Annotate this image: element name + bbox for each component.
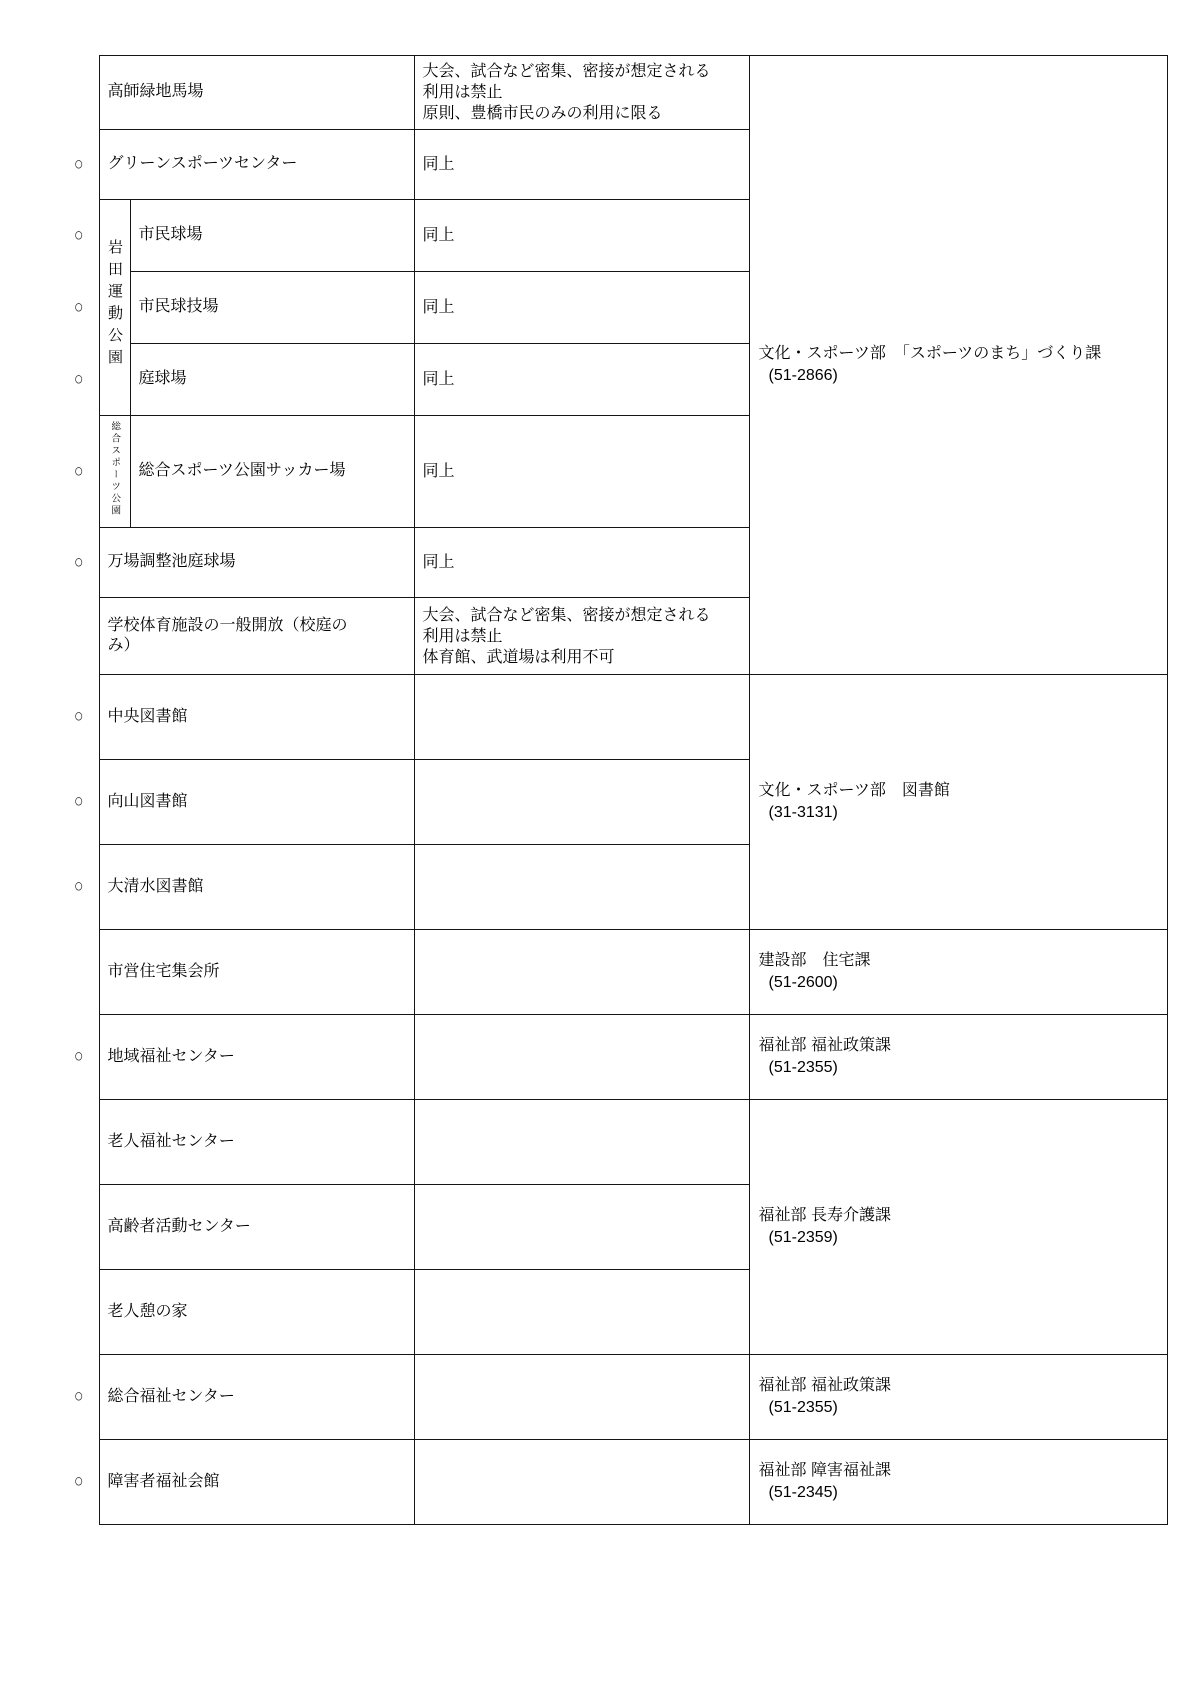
facility-name: 地域福祉センター (107, 1047, 235, 1065)
department-name: 建設部 住宅課 (758, 952, 871, 970)
department-name: 福祉部 福祉政策課 (758, 1377, 891, 1395)
facility-name: 老人憩の家 (107, 1302, 188, 1320)
table-row (59, 930, 1167, 1015)
department-phone: (51-2355) (768, 1399, 838, 1417)
marker-circle: ○ (74, 791, 84, 813)
department-name: 文化・スポーツ部 図書館 (758, 782, 950, 800)
facility-name-cell (99, 930, 414, 1015)
marker-cell (59, 1015, 99, 1100)
note-line: 同上 (422, 463, 455, 481)
facility-name-cell (130, 272, 414, 344)
facility-name-cell (99, 1355, 414, 1440)
note-cell (414, 200, 749, 272)
marker-cell (59, 130, 99, 200)
facility-name-cell (99, 1440, 414, 1525)
facility-name: 向山図書館 (107, 792, 188, 810)
facility-table (59, 55, 1168, 1525)
marker-circle: ○ (74, 706, 84, 728)
marker-circle: ○ (74, 368, 84, 390)
group-label: 総合スポーツ公園 (109, 421, 121, 518)
department-phone: (51-2355) (768, 1059, 838, 1077)
note-cell (414, 845, 749, 930)
facility-name: 中央図書館 (107, 707, 188, 725)
table-row (59, 675, 1167, 760)
note-line: 大会、試合など密集、密接が想定される (422, 63, 711, 80)
facility-name-cell (99, 528, 414, 598)
facility-name: 庭球場 (138, 370, 187, 388)
note-cell (414, 56, 749, 130)
facility-name: 市営住宅集会所 (107, 962, 220, 980)
facility-name-cell (99, 1270, 414, 1355)
facility-name-cell (130, 344, 414, 416)
marker-cell (59, 1185, 99, 1270)
facility-name-cell (99, 1015, 414, 1100)
marker-cell (59, 930, 99, 1015)
note-cell (414, 272, 749, 344)
note-cell (414, 1100, 749, 1185)
department-name: 福祉部 障害福祉課 (758, 1462, 891, 1480)
note-cell (414, 1440, 749, 1525)
marker-cell (59, 272, 99, 344)
department-phone: (51-2345) (768, 1484, 838, 1502)
marker-circle: ○ (74, 224, 84, 246)
marker-cell (59, 675, 99, 760)
note-line: 同上 (422, 227, 455, 245)
department-cell (749, 1015, 1167, 1100)
facility-name: 万場調整池庭球場 (107, 553, 236, 571)
facility-name: 市民球技場 (138, 298, 219, 316)
facility-name: 総合福祉センター (107, 1387, 235, 1405)
note-cell (414, 344, 749, 416)
facility-name-cell (99, 760, 414, 845)
marker-cell (59, 416, 99, 528)
marker-circle: ○ (74, 876, 84, 898)
marker-cell (59, 845, 99, 930)
table-row (59, 1440, 1167, 1525)
marker-cell (59, 56, 99, 130)
note-cell (414, 130, 749, 200)
table-row (59, 1100, 1167, 1185)
marker-cell (59, 1355, 99, 1440)
note-cell (414, 1185, 749, 1270)
marker-cell (59, 1440, 99, 1525)
note-line: 同上 (422, 554, 455, 572)
facility-name: 高師緑地馬場 (107, 83, 204, 101)
facility-name: 総合スポーツ公園サッカー場 (138, 462, 346, 480)
note-cell (414, 416, 749, 528)
marker-cell (59, 528, 99, 598)
facility-name: 障害者福祉会館 (107, 1472, 220, 1490)
facility-name-cell (99, 1185, 414, 1270)
department-phone: (51-2866) (768, 367, 838, 385)
note-cell (414, 1015, 749, 1100)
marker-cell (59, 344, 99, 416)
note-line: 同上 (422, 299, 455, 317)
facility-name-cell (130, 200, 414, 272)
note-cell (414, 598, 749, 675)
marker-cell (59, 760, 99, 845)
note-cell (414, 930, 749, 1015)
department-cell (749, 1440, 1167, 1525)
marker-cell (59, 1100, 99, 1185)
note-cell (414, 760, 749, 845)
marker-circle: ○ (74, 153, 84, 175)
note-cell (414, 1270, 749, 1355)
note-cell (414, 675, 749, 760)
department-phone: (31-3131) (768, 804, 838, 822)
marker-circle: ○ (74, 1046, 84, 1068)
note-line: 利用は禁止 (422, 627, 503, 645)
table-row (59, 1015, 1167, 1100)
facility-name: 学校体育施設の一般開放（校庭のみ） (107, 616, 348, 655)
note-line: 同上 (422, 156, 455, 174)
table-row (59, 56, 1167, 130)
facility-name-cell (99, 130, 414, 200)
facility-name: 大清水図書館 (107, 877, 204, 895)
marker-circle: ○ (74, 460, 84, 482)
marker-circle: ○ (74, 296, 84, 318)
facility-name: 老人福祉センター (107, 1132, 235, 1150)
department-name: 福祉部 福祉政策課 (758, 1037, 891, 1055)
department-cell (749, 1100, 1167, 1355)
note-line: 体育館、武道場は利用不可 (422, 648, 615, 666)
facility-name-cell (99, 675, 414, 760)
department-cell (749, 675, 1167, 930)
marker-circle: ○ (74, 1471, 84, 1493)
department-phone: (51-2359) (768, 1229, 838, 1247)
facility-name-cell (99, 56, 414, 130)
note-line: 大会、試合など密集、密接が想定される (422, 606, 711, 624)
facility-name-cell (99, 845, 414, 930)
note-cell (414, 528, 749, 598)
marker-cell (59, 1270, 99, 1355)
note-line: 原則、豊橋市民のみの利用に限る (422, 105, 663, 123)
department-name: 文化・スポーツ部 「スポーツのまち」づくり課 (758, 345, 1102, 363)
note-line: 利用は禁止 (422, 84, 503, 102)
marker-cell (59, 598, 99, 675)
group-label-cell (99, 200, 130, 416)
table-row (59, 1355, 1167, 1440)
marker-cell (59, 200, 99, 272)
department-cell (749, 56, 1167, 675)
facility-name-cell (99, 1100, 414, 1185)
marker-circle: ○ (74, 551, 84, 573)
department-cell (749, 1355, 1167, 1440)
note-line: 同上 (422, 371, 455, 389)
facility-name-cell (130, 416, 414, 528)
department-name: 福祉部 長寿介護課 (758, 1207, 891, 1225)
facility-name-cell (99, 598, 414, 675)
facility-name: 市民球場 (138, 226, 203, 244)
marker-circle: ○ (74, 1386, 84, 1408)
group-label-cell (99, 416, 130, 528)
facility-name: 高齢者活動センター (107, 1217, 251, 1235)
department-cell (749, 930, 1167, 1015)
department-phone: (51-2600) (768, 974, 838, 992)
note-cell (414, 1355, 749, 1440)
group-label: 岩田運動公園 (106, 239, 123, 372)
facility-name: グリーンスポーツセンター (107, 155, 298, 173)
